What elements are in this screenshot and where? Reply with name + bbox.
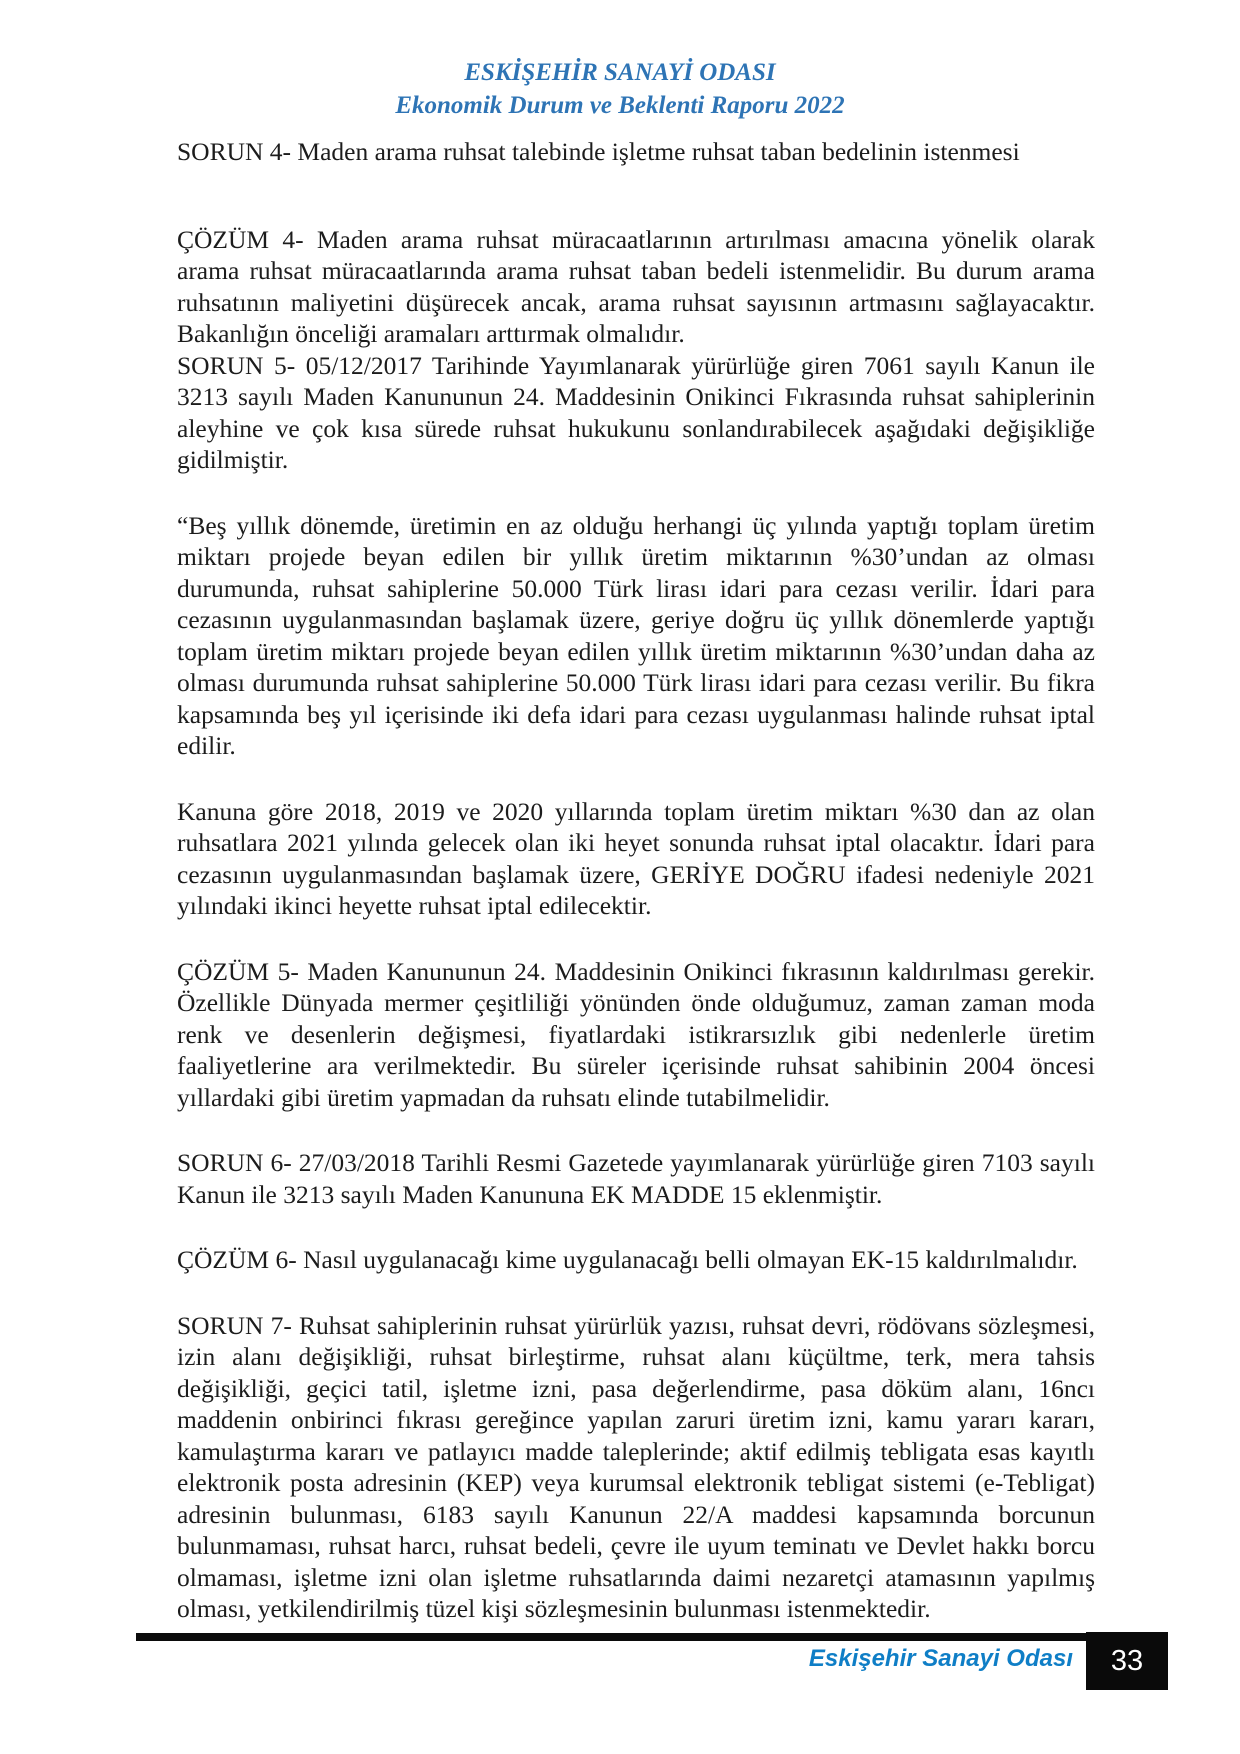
paragraph-sorun-4: SORUN 4- Maden arama ruhsat talebinde işletme ruhsat taban bedelinin istenmesi [177, 137, 1020, 166]
footer-organization-label: Eskişehir Sanayi Odası [808, 1645, 1073, 1672]
paragraph-kanuna-gore: Kanuna göre 2018, 2019 ve 2020 yıllarında toplam üretim miktarı %30 dan az olan ruhsatlara 2021 yılında gelecek olan iki heyet sonunda ruhsat iptal olacaktır. İdari para cezasının uygulanmasından başlamak üzere, GERİYE DOĞRU ifadesi nedeniyle 2021 yılındaki ikinci heyette ruhsat iptal edilecektir. [177, 796, 1095, 920]
paragraph-cozum-6: ÇÖZÜM 6- Nasıl uygulanacağı kime uygulanacağı belli olmayan EK-15 kaldırılmalıdır. [177, 1245, 1078, 1274]
page-number-badge [1086, 1632, 1168, 1690]
paragraph-cozum-5: ÇÖZÜM 5- Maden Kanununun 24. Maddesinin Onikinci fıkrasının kaldırılması gerekir. Özellikle Dünyada mermer çeşitliliği yönünden önde olduğumuz, zaman zaman moda renk ve desenlerin değişmesi, fiyatlardaki istikrarsızlık gibi nedenlerle üretim faaliyetlerine ara verilmektedir. Bu süreler içerisinde ruhsat sahibinin 2004 öncesi yıllardaki gibi üretim yapmadan da ruhsatı elinde tutabilmelidir. [177, 956, 1095, 1112]
paragraph-sorun-5: SORUN 5- 05/12/2017 Tarihinde Yayımlanarak yürürlüğe giren 7061 sayılı Kanun ile 3213 sayılı Maden Kanununun 24. Maddesinin Onikinci Fıkrasında ruhsat sahiplerinin aleyhine ve çok kısa sürede ruhsat hukukunu sonlandırabilecek aşağıdaki değişikliğe gidilmiştir. [177, 350, 1095, 474]
report-subtitle: Ekonomik Durum ve Beklenti Raporu 2022 [395, 92, 845, 119]
report-title: ESKİŞEHİR SANAYİ ODASI [464, 59, 776, 86]
paragraph-sorun-6: SORUN 6- 27/03/2018 Tarihli Resmi Gazetede yayımlanarak yürürlüğe giren 7103 sayılı Kanun ile 3213 sayılı Maden Kanununa EK MADDE 15 eklenmiştir. [177, 1148, 1095, 1209]
footer-divider-rule [136, 1633, 1086, 1641]
paragraph-quote-bes-yillik: “Beş yıllık dönemde, üretimin en az olduğu herhangi üç yılında yaptığı toplam üretim miktarı projede beyan edilen bir yıllık üretim miktarının %30’undan az olması durumunda, ruhsat sahiplerine 50.000 Türk lirası idari para cezası verilir. İdari para cezasının uygulanmasından başlamak üzere, geriye doğru üç yıllık dönemlerde yaptığı toplam üretim miktarı projede beyan edilen yıllık üretim miktarının %30’undan daha az olması durumunda ruhsat sahiplerine 50.000 Türk lirası idari para cezası verilir. Bu fikra kapsamında beş yıl içerisinde iki defa idari para cezası uygulanması halinde ruhsat iptal edilir. [177, 510, 1095, 760]
document-body [177, 136, 1095, 1625]
paragraph-sorun-7: SORUN 7- Ruhsat sahiplerinin ruhsat yürürlük yazısı, ruhsat devri, rödövans sözleşmesi, izin alanı değişikliği, ruhsat birleştirme, ruhsat alanı küçültme, terk, mera tahsis değişikliği, geçici tatil, işletme izni, pasa değerlendirme, pasa döküm alanı, 16ncı maddenin onbirinci fıkrası gereğince yapılan zaruri üretim izni, kamu yararı kararı, kamulaştırma kararı ve patlayıcı madde taleplerinde; aktif edilmiş tebligata esas kayıtlı elektronik posta adresinin (KEP) veya kurumsal elektronik tebligat sistemi (e-Tebligat) adresinin bulunması, 6183 sayılı Kanunun 22/A maddesi kapsamında borcunun bulunmaması, ruhsat harcı, ruhsat bedeli, çevre ile uyum teminatı ve Devlet hakkı borcu olmaması, işletme izni olan işletme ruhsatlarında daimi nezaretçi atamasının yapılmış olması, yetkilendirilmiş tüzel kişi sözleşmesinin bulunması istenmektedir. [177, 1310, 1095, 1623]
report-header [0, 0, 1240, 122]
page-number: 33 [1110, 1644, 1144, 1677]
paragraph-cozum-4: ÇÖZÜM 4- Maden arama ruhsat müracaatlarının artırılması amacına yönelik olarak arama ruhsat müracaatlarında arama ruhsat taban bedeli istenmelidir. Bu durum arama ruhsatının maliyetini düşürecek ancak, arama ruhsat sayısının artmasını sağlayacaktır. Bakanlığın önceliği aramaları arttırmak olmalıdır. [177, 224, 1095, 348]
